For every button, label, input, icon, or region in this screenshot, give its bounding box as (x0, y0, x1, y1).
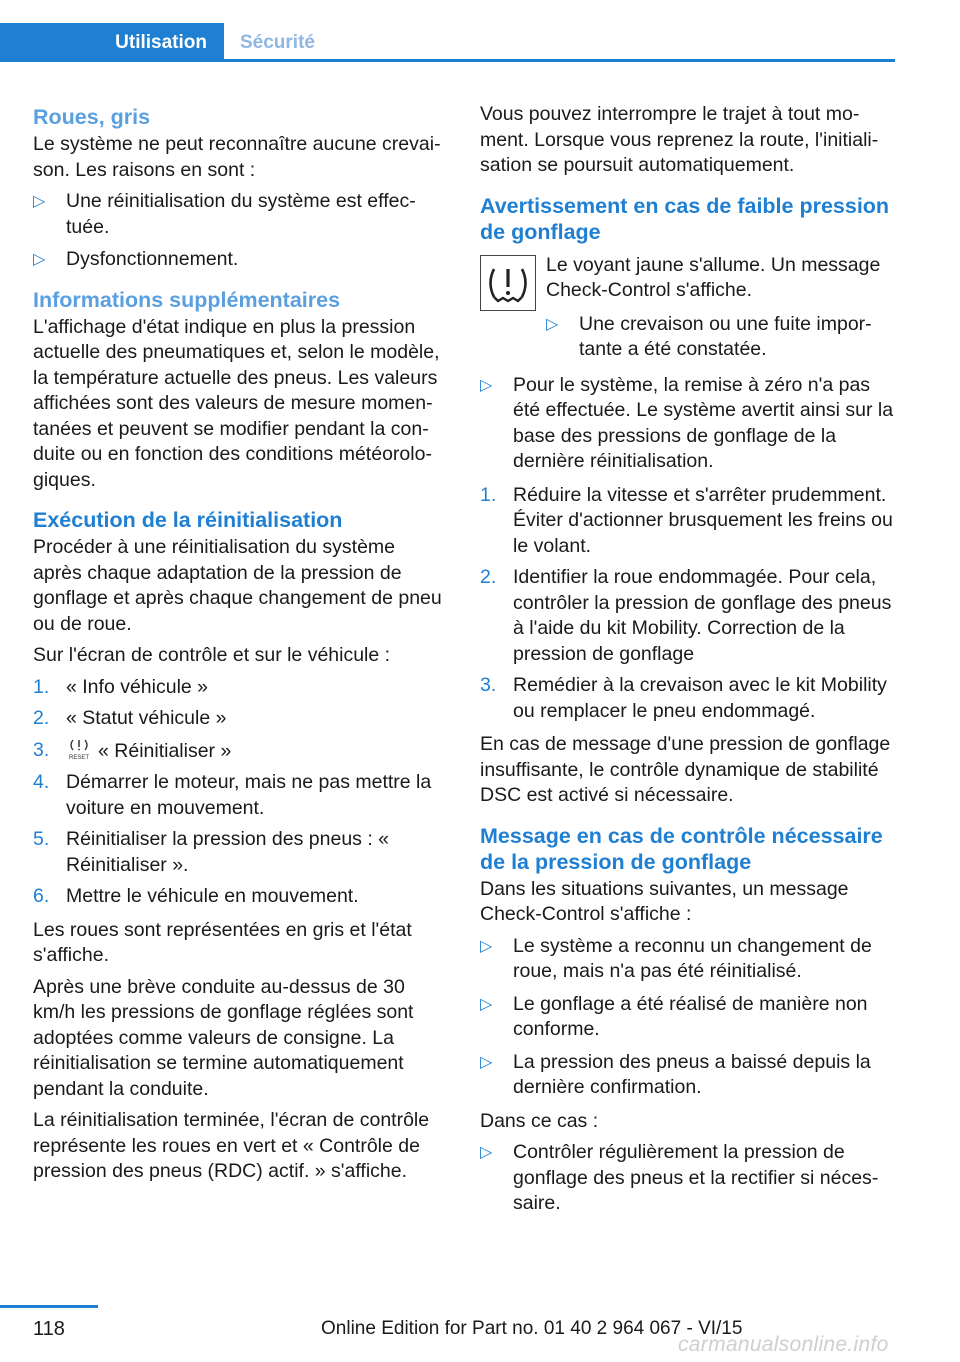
bullet-list (546, 312, 898, 363)
list-item: ▷ Le gonflage a été réalisé de manière non conforme. (480, 992, 868, 1040)
triangle-right-icon: ▷ (480, 1144, 493, 1161)
triangle-right-icon: ▷ (546, 315, 559, 333)
section-title-reinitialisation: Exécution de la réinitialisation (33, 508, 343, 532)
list-item: 2. Identifier la roue endommagée. Pour cela, contrôler la pression de gonflage des pneus à l'aide du kit Mobility. Correction de la pression de gonflage (480, 566, 892, 665)
list-item: ▷ Pour le système, la remise à zéro n'a pas été effectuée. Le système avertit ainsi sur la base des pressions de gonflage de la dernière réinitialisation. (480, 373, 894, 472)
paragraph: La réinitialisation terminée, l'écran de contrôle représente les roues en vert et « Contrôle de pression des pneus (RDC) actif. » s'affiche. (33, 1109, 430, 1182)
numbered-list (33, 675, 448, 910)
triangle-right-icon: ▷ (480, 995, 493, 1013)
tab-utilisation[interactable]: Utilisation (0, 23, 224, 62)
paragraph: Le voyant jaune s'allume. Un message Check-Control s'affiche. (546, 253, 881, 301)
list-item: 4. Démarrer le moteur, mais ne pas mettre la voiture en mouvement. (33, 771, 432, 819)
list-item: 2. « Statut véhicule » (33, 707, 227, 729)
list-item: 1. « Info véhicule » (33, 675, 209, 698)
triangle-right-icon: ▷ (480, 1053, 493, 1071)
watermark: carmanualsonline.info (678, 1333, 889, 1356)
paragraph: Sur l'écran de contrôle et sur le véhicule : (33, 644, 391, 666)
paragraph: Dans les situations suivantes, un message Check-Control s'affiche : (480, 877, 849, 925)
paragraph: Procéder à une réinitialisation du système après chaque adaptation de la pression de gonflage et après chaque changement de pneu ou de roue. (33, 536, 442, 635)
section-title-message: Message en cas de contrôle nécessaire de la pression de gonflage (480, 823, 883, 874)
list-item: 6. Mettre le véhicule en mouvement. (33, 885, 359, 907)
triangle-right-icon: ▷ (480, 376, 493, 394)
section-title-informations: Informations supplémentaires (33, 287, 341, 312)
list-item: 1. Réduire la vitesse et s'arrêter prudemment. Éviter d'actionner brusquement les freins ou le volant. (480, 483, 893, 557)
list-item: ▷ Une réinitialisation du système est effectuée. (33, 190, 416, 238)
tab-securite[interactable]: Sécurité (240, 32, 315, 53)
paragraph: Vous pouvez interrompre le trajet à tout moment. Lorsque vous reprenez la route, l'initialisation se poursuit automatiquement. (480, 103, 879, 176)
list-item: ▷ Le système a reconnu un changement de roue, mais n'a pas été réinitialisé. (480, 934, 872, 982)
right-column (480, 102, 898, 1225)
section-title-roues-gris: Roues, gris (33, 105, 151, 129)
footer-rule (0, 1305, 98, 1308)
list-item: ▷ La pression des pneus a baissé depuis la dernière confirmation. (480, 1050, 871, 1098)
triangle-right-icon: ▷ (33, 251, 46, 268)
list-item: 3. Remédier à la crevaison avec le kit Mobility ou remplacer le pneu endommagé. (480, 674, 887, 722)
paragraph: Dans ce cas : (480, 1109, 599, 1132)
list-item: ▷ Dysfonctionnement. (33, 247, 448, 273)
bullet-list (480, 373, 898, 475)
triangle-right-icon: ▷ (33, 193, 46, 210)
tire-pressure-reset-icon (66, 738, 92, 760)
section-title-avertissement: Avertissement en cas de faible pression de gonflage (480, 193, 890, 244)
page-number: 118 (33, 1318, 65, 1340)
edition-note: Online Edition for Part no. 01 40 2 964 067 - VI/15 (321, 1318, 743, 1339)
paragraph: Après une brève conduite au-dessus de 30 km/h les pressions de gonflage réglées sont adoptées comme valeurs de consigne. La réinitialisation se termine automatiquement pendant la conduite. (33, 975, 414, 1100)
svg-text:RESET: RESET (68, 754, 90, 760)
paragraph: Les roues sont représentées en gris et l'état s'affiche. (33, 918, 412, 966)
warning-lamp-block (480, 253, 898, 363)
triangle-right-icon: ▷ (480, 937, 493, 955)
list-item: ▷ Contrôler régulièrement la pression de gonflage des pneus et la rectifier si nécessaire. (480, 1141, 879, 1214)
tire-pressure-warning-icon (480, 255, 536, 311)
paragraph: L'affichage d'état indique en plus la pression actuelle des pneumatiques et, selon le modèle, la température actuelle des pneus. Les valeurs affichées sont des valeurs de mesure momentanées et peuvent se modifier pendant la conduite ou en fonction des conditions météorologiques. (33, 315, 440, 491)
section-tabs (0, 0, 895, 62)
bullet-list (33, 189, 448, 273)
left-column (33, 102, 448, 1191)
list-item: 3. RESET « Réinitialiser » (33, 738, 232, 762)
paragraph: Le système ne peut reconnaître aucune crevaison. Les raisons en sont : (33, 133, 441, 181)
numbered-list (480, 483, 898, 725)
list-item: ▷ Une crevaison ou une fuite importante a été constatée. (546, 312, 872, 360)
header-rule (224, 59, 895, 62)
paragraph: En cas de message d'une pression de gonflage insuffisante, le contrôle dynamique de stabilité DSC est activé si nécessaire. (480, 733, 891, 806)
list-item: 5. Réinitialiser la pression des pneus : « Réinitialiser ». (33, 828, 390, 876)
bullet-list (480, 1140, 898, 1217)
bullet-list (480, 934, 898, 1101)
